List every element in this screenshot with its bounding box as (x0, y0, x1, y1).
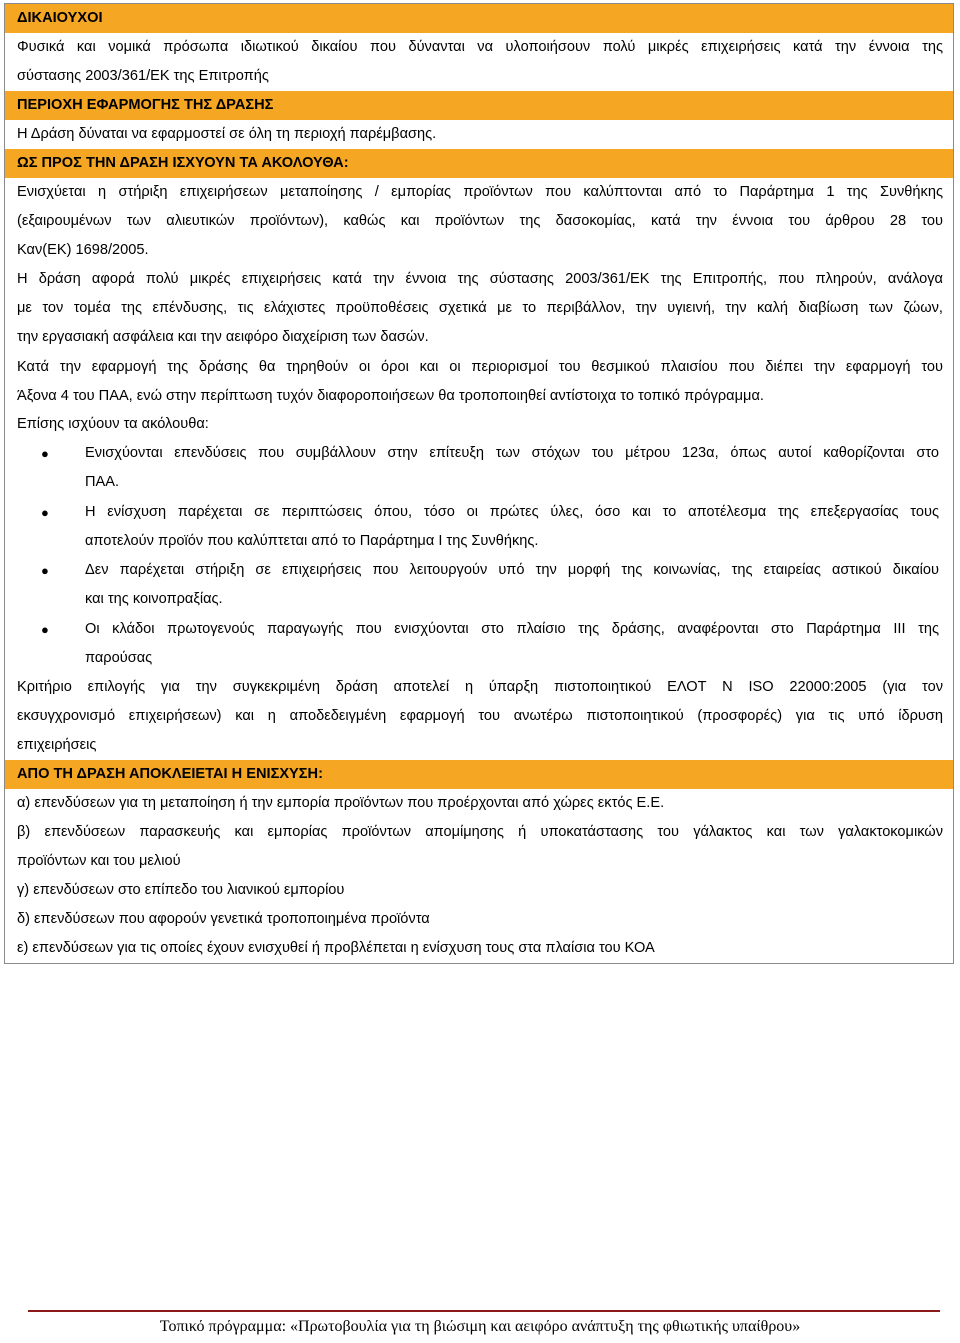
bullet-icon: ● (41, 505, 49, 520)
paragraph-line: Κατά την εφαρμογή της δράσης θα τηρηθούν οι όροι και οι περιορισμοί του θεσμικού πλαισίου που διέπει την εφαρμογή του (17, 359, 943, 375)
bullet-icon: ● (41, 622, 49, 637)
paragraph-line: Η δράση αφορά πολύ μικρές επιχειρήσεις κατά την έννοια της σύστασης 2003/361/ΕΚ της Επιτροπής, που πληρούν, ανάλογα (17, 271, 943, 287)
heading-excluded (5, 760, 953, 789)
paragraph-line: την εργασιακή ασφάλεια και την αειφόρο διαχείριση των δασών. (17, 329, 429, 345)
bullet-line: Ενισχύονται επενδύσεις που συμβάλλουν στην επίτευξη των στόχων του μέτρου 123α, όπως αυτοί καθορίζονται στο (85, 445, 939, 461)
paragraph-line: Καν(ΕΚ) 1698/2005. (17, 242, 149, 258)
bullet-line: και της κοινοπραξίας. (85, 591, 223, 607)
heading-area (5, 91, 953, 120)
paragraph-line: σύστασης 2003/361/ΕΚ της Επιτροπής (17, 68, 269, 84)
heading-text: ΑΠΟ ΤΗ ΔΡΑΣΗ ΑΠΟΚΛΕΙΕΤΑΙ Η ΕΝΙΣΧΥΣΗ: (17, 766, 323, 782)
content-box (4, 3, 954, 964)
bullet-icon: ● (41, 446, 49, 461)
excluded-item: προϊόντων και του μελιού (17, 853, 181, 869)
paragraph-line: Ενισχύεται η στήριξη επιχειρήσεων μεταποίησης / εμπορίας προϊόντων που καλύπτονται από το Παράρτημα 1 της Συνθήκης (17, 184, 943, 200)
heading-text: ΔΙΚΑΙΟΥΧΟΙ (17, 10, 103, 26)
heading-applies (5, 149, 953, 178)
paragraph-line: (εξαιρουμένων των αλιευτικών προϊόντων), καθώς και προϊόντων της δασοκομίας, κατά την έννοια του άρθρου 28 του (17, 213, 943, 229)
paragraph-line: Κριτήριο επιλογής για την συγκεκριμένη δράση αποτελεί η ύπαρξη πιστοποιητικού ΕΛΟΤ Ν ISO 22000:2005 (για τον (17, 679, 943, 695)
excluded-item: α) επενδύσεων για τη μεταποίηση ή την εμπορία προϊόντων που προέρχονται από χώρες εκτός Ε.Ε. (17, 795, 665, 811)
paragraph-line: με τον τομέα της επένδυσης, τις ελάχιστες προϋποθέσεις σχετικά με το περιβάλλον, την υγιεινή, την καλή διαβίωση των ζώων, (17, 300, 943, 316)
paragraph-line: Η Δράση δύναται να εφαρμοστεί σε όλη τη περιοχή παρέμβασης. (17, 126, 437, 142)
bullet-line: παρούσας (85, 650, 153, 666)
footer-rule (28, 1310, 940, 1312)
bullet-line: Η ενίσχυση παρέχεται σε περιπτώσεις όπου, τόσο οι πρώτες ύλες, όσο και το αποτέλεσμα της επεξεργασίας τους (85, 504, 939, 520)
excluded-item: ε) επενδύσεων για τις οποίες έχουν ενισχυθεί ή προβλέπεται η ενίσχυση τους στα πλαίσια του ΚΟΑ (17, 940, 655, 956)
heading-beneficiaries (5, 4, 953, 33)
bullet-line: ΠΑΑ. (85, 474, 120, 490)
excluded-item: β) επενδύσεων παρασκευής και εμπορίας προϊόντων απομίμησης ή υποκατάστασης του γάλακτος και των γαλακτοκομικών (17, 824, 943, 840)
heading-text: ΠΕΡΙΟΧΗ ΕΦΑΡΜΟΓΗΣ ΤΗΣ ΔΡΑΣΗΣ (17, 97, 274, 113)
paragraph-line: Επίσης ισχύουν τα ακόλουθα: (17, 416, 209, 432)
page-footer: Τοπικό πρόγραμμα: «Πρωτοβουλία για τη βιώσιμη και αειφόρο ανάπτυξη της φθιωτικής υπαίθρου» (159, 1318, 801, 1335)
paragraph-line: Φυσικά και νομικά πρόσωπα ιδιωτικού δικαίου που δύνανται να υλοποιήσουν πολύ μικρές επιχειρήσεις κατά την έννοια της (17, 39, 943, 55)
bullet-line: Δεν παρέχεται στήριξη σε επιχειρήσεις που λειτουργούν υπό την μορφή της κοινωνίας, της εταιρείας αστικού δικαίου (85, 562, 939, 578)
heading-text: ΩΣ ΠΡΟΣ ΤΗΝ ΔΡΑΣΗ ΙΣΧΥΟΥΝ ΤΑ ΑΚΟΛΟΥΘΑ: (17, 155, 349, 171)
paragraph-line: εκσυγχρονισμό επιχειρήσεων) και η αποδεδειγμένη εφαρμογή του ανωτέρω πιστοποιητικού (προσφορές) για τις υπό ίδρυση (17, 708, 943, 724)
bullet-icon: ● (41, 563, 49, 578)
excluded-item: δ) επενδύσεων που αφορούν γενετικά τροποποιημένα προϊόντα (17, 911, 430, 927)
excluded-item: γ) επενδύσεων στο επίπεδο του λιανικού εμπορίου (17, 882, 345, 898)
bullet-line: Οι κλάδοι πρωτογενούς παραγωγής που ενισχύονται στο πλαίσιο της δράσης, αναφέρονται στο Παράρτημα ΙΙΙ της (85, 621, 939, 637)
bullet-line: αποτελούν προϊόν που καλύπτεται από το Παράρτημα Ι της Συνθήκης. (85, 533, 539, 549)
paragraph-line: επιχειρήσεις (17, 737, 97, 753)
paragraph-line: Άξονα 4 του ΠΑΑ, ενώ στην περίπτωση τυχόν διαφοροποιήσεων θα τροποποιηθεί αντίστοιχα το τοπικό πρόγραμμα. (17, 388, 764, 404)
